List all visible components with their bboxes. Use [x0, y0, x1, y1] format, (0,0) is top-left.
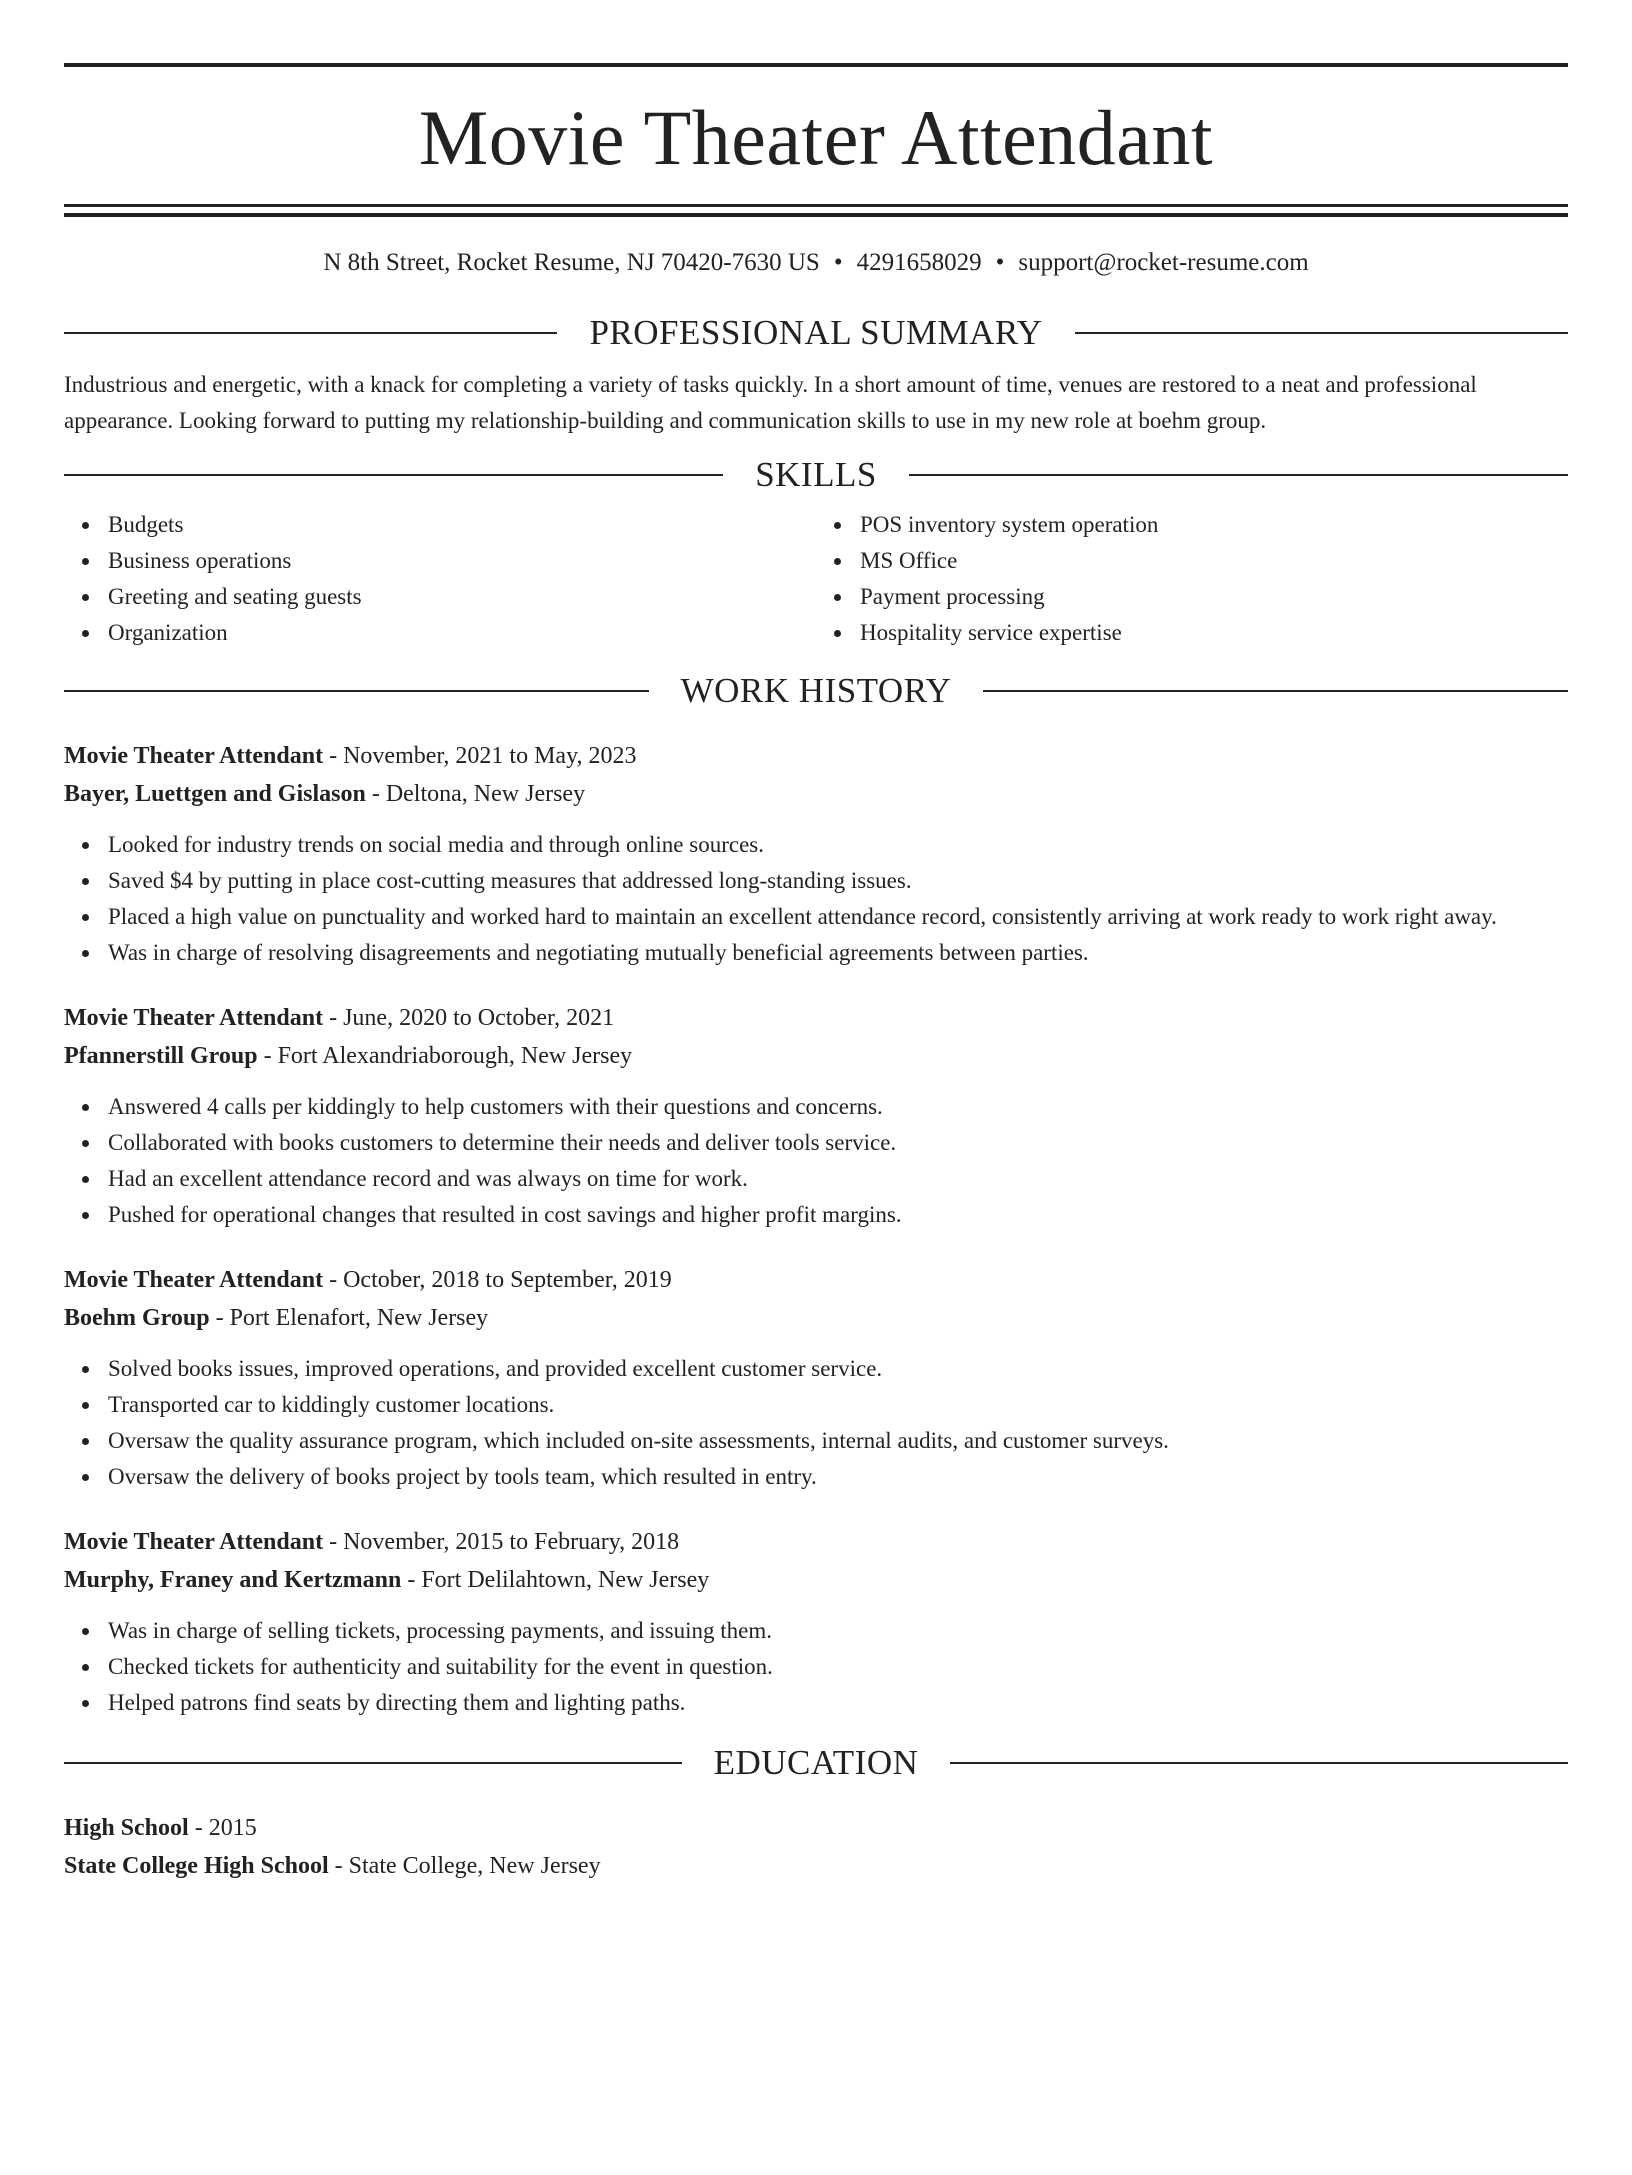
job-location: - Fort Delilahtown, New Jersey [401, 1567, 710, 1593]
contact-phone: 4291658029 [856, 249, 982, 276]
job-duties [64, 1351, 1568, 1495]
resume-page [0, 63, 1632, 2175]
work-history-section-heading [64, 671, 1568, 711]
duty-item: Solved books issues, improved operations, and provided excellent customer service. [108, 1351, 1568, 1387]
job-title: Movie Theater Attendant [64, 1267, 324, 1293]
education-entry [64, 1809, 1568, 1885]
job-title: Movie Theater Attendant [64, 1005, 324, 1031]
job-company: Bayer, Luettgen and Gislason [64, 781, 366, 807]
duty-item: Collaborated with books customers to determine their needs and deliver tools service. [108, 1125, 1568, 1161]
duty-item: Answered 4 calls per kiddingly to help customers with their questions and concerns. [108, 1089, 1568, 1125]
duty-item: Checked tickets for authenticity and suitability for the event in question. [108, 1649, 1568, 1685]
job-location: - Fort Alexandriaborough, New Jersey [257, 1043, 633, 1069]
job-title: Movie Theater Attendant [64, 1529, 324, 1555]
duty-item: Pushed for operational changes that resulted in cost savings and higher profit margins. [108, 1197, 1568, 1233]
duty-item: Was in charge of selling tickets, processing payments, and issuing them. [108, 1613, 1568, 1649]
job-entry [64, 737, 1568, 971]
section-title: WORK HISTORY [680, 671, 952, 710]
job-company-line [64, 1299, 1568, 1337]
top-rule [64, 63, 1568, 67]
job-dates: - November, 2021 to May, 2023 [323, 743, 637, 769]
job-duties [64, 1613, 1568, 1721]
skill-item: Greeting and seating guests [108, 579, 816, 615]
job-title-line [64, 999, 1568, 1037]
divider [1075, 332, 1568, 334]
skill-item: Payment processing [860, 579, 1568, 615]
education-degree-line [64, 1809, 1568, 1847]
duty-item: Placed a high value on punctuality and worked hard to maintain an excellent attendance record, consistently arriving at work ready to work right away. [108, 899, 1568, 935]
job-company: Murphy, Franey and Kertzmann [64, 1567, 402, 1593]
education-degree: High School [64, 1815, 189, 1841]
skills-list [64, 507, 1568, 651]
skill-item: Business operations [108, 543, 816, 579]
contact-separator: • [995, 249, 1005, 276]
divider [950, 1762, 1568, 1764]
duty-item: Was in charge of resolving disagreements and negotiating mutually beneficial agreements between parties. [108, 935, 1568, 971]
skills-section-heading [64, 455, 1568, 495]
contact-line [64, 247, 1568, 279]
skill-item: Organization [108, 615, 816, 651]
section-title: SKILLS [755, 455, 877, 494]
duty-item: Saved $4 by putting in place cost-cutting measures that addressed long-standing issues. [108, 863, 1568, 899]
skills-column-right [816, 507, 1568, 651]
divider [64, 690, 649, 692]
job-entry [64, 999, 1568, 1233]
contact-email: support@rocket-resume.com [1018, 249, 1309, 276]
education-school-line [64, 1847, 1568, 1885]
duty-item: Oversaw the quality assurance program, which included on-site assessments, internal audits, and customer surveys. [108, 1423, 1568, 1459]
job-title-line [64, 1523, 1568, 1561]
divider [64, 474, 723, 476]
job-company: Pfannerstill Group [64, 1043, 258, 1069]
duty-item: Oversaw the delivery of books project by tools team, which resulted in entry. [108, 1459, 1568, 1495]
job-company-line [64, 1561, 1568, 1599]
summary-section-heading [64, 313, 1568, 353]
job-title-line [64, 737, 1568, 775]
education-section-heading [64, 1743, 1568, 1783]
job-title: Movie Theater Attendant [64, 743, 324, 769]
skill-item: Hospitality service expertise [860, 615, 1568, 651]
job-company-line [64, 1037, 1568, 1075]
divider [64, 332, 557, 334]
skill-item: MS Office [860, 543, 1568, 579]
contact-address: N 8th Street, Rocket Resume, NJ 70420-7630 US [323, 249, 820, 276]
job-company: Boehm Group [64, 1305, 210, 1331]
contact-separator: • [833, 249, 843, 276]
title-double-rule [64, 204, 1568, 217]
skill-item: POS inventory system operation [860, 507, 1568, 543]
job-dates: - November, 2015 to February, 2018 [323, 1529, 680, 1555]
skill-item: Budgets [108, 507, 816, 543]
job-title-line [64, 1261, 1568, 1299]
job-dates: - October, 2018 to September, 2019 [323, 1267, 672, 1293]
job-dates: - June, 2020 to October, 2021 [323, 1005, 615, 1031]
job-company-line [64, 775, 1568, 813]
duty-item: Looked for industry trends on social media and through online sources. [108, 827, 1568, 863]
summary-text: Industrious and energetic, with a knack for completing a variety of tasks quickly. In a short amount of time, venues are restored to a neat and professional appearance. Looking forward to putting my relationship-building and communication skills to use in my new role at boehm group. [64, 372, 1477, 433]
job-location: - Port Elenafort, New Jersey [209, 1305, 489, 1331]
duty-item: Transported car to kiddingly customer locations. [108, 1387, 1568, 1423]
skills-column-left [64, 507, 816, 651]
job-location: - Deltona, New Jersey [365, 781, 586, 807]
section-title: PROFESSIONAL SUMMARY [589, 313, 1043, 352]
divider [64, 1762, 682, 1764]
education-school: State College High School [64, 1853, 329, 1879]
education-year: - 2015 [188, 1815, 257, 1841]
section-title: EDUCATION [713, 1743, 919, 1782]
job-duties [64, 827, 1568, 971]
job-entry [64, 1261, 1568, 1495]
education-location: - State College, New Jersey [328, 1853, 601, 1879]
duty-item: Had an excellent attendance record and was always on time for work. [108, 1161, 1568, 1197]
divider [909, 474, 1568, 476]
duty-item: Helped patrons find seats by directing them and lighting paths. [108, 1685, 1568, 1721]
resume-title: Movie Theater Attendant [418, 94, 1214, 181]
job-entry [64, 1523, 1568, 1721]
job-duties [64, 1089, 1568, 1233]
divider [983, 690, 1568, 692]
